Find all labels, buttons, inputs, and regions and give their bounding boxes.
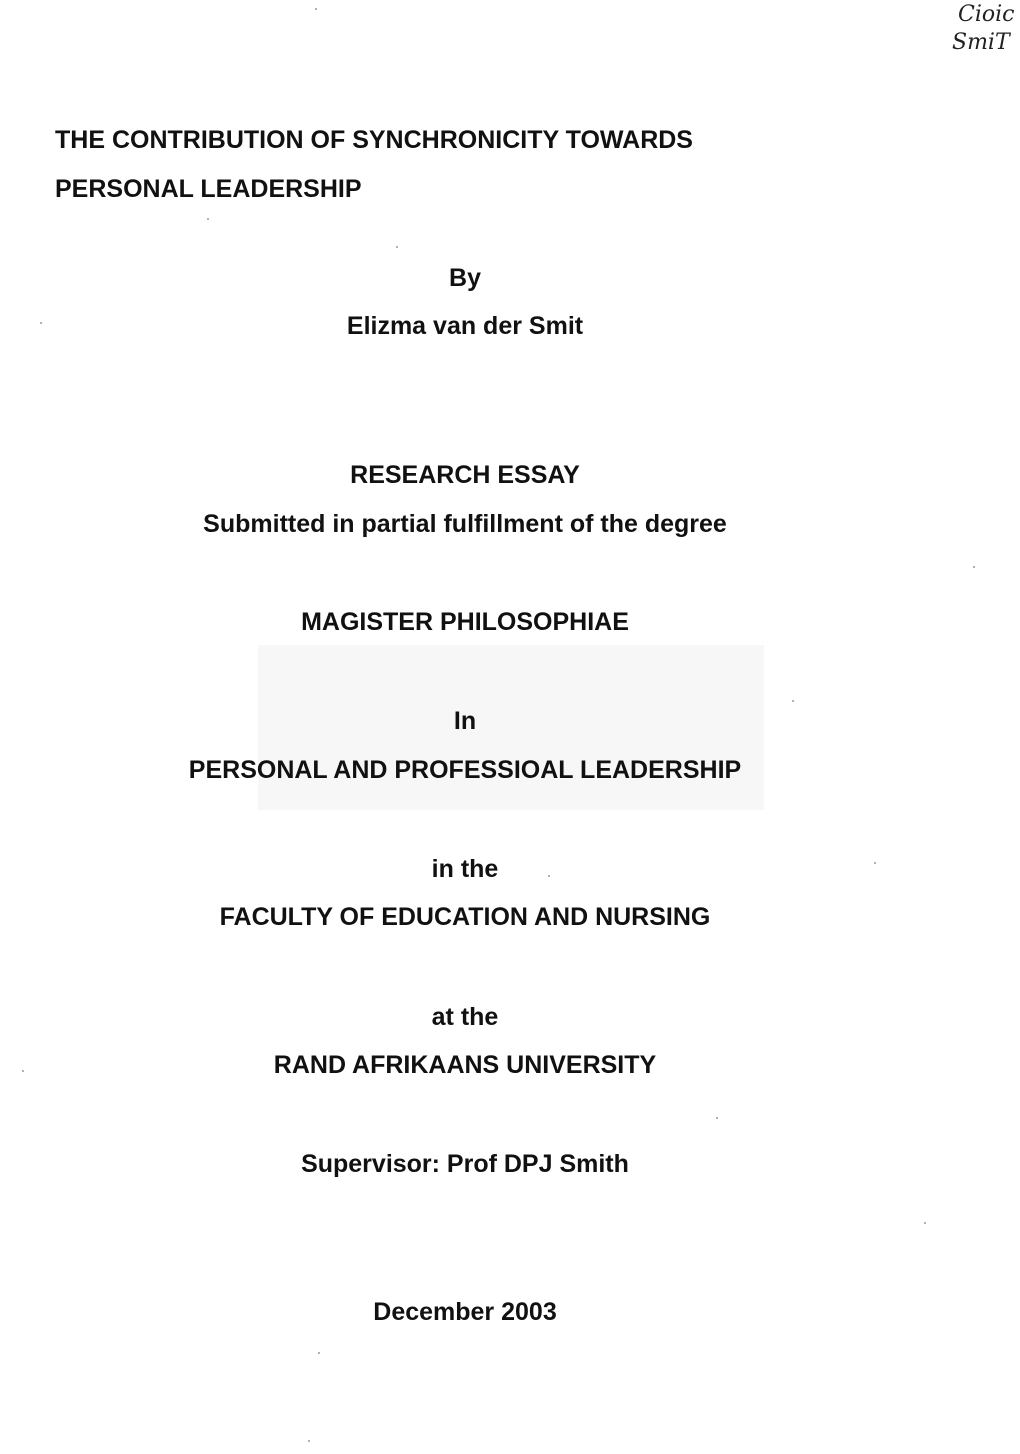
scan-speck — [207, 218, 209, 220]
handwritten-annotation-line1: Cioic — [958, 2, 1015, 27]
degree-name: MAGISTER PHILOSOPHIAE — [301, 608, 629, 636]
essay-type: RESEARCH ESSAY — [350, 461, 580, 489]
handwritten-annotation-line2: SmiT — [952, 30, 1010, 55]
university-name: RAND AFRIKAANS UNIVERSITY — [273, 1051, 657, 1079]
scan-speck — [40, 322, 42, 324]
scan-speck — [874, 862, 876, 864]
scan-speck — [792, 700, 794, 702]
submission-date: December 2003 — [373, 1298, 557, 1326]
scan-speck — [318, 1352, 320, 1354]
supervisor: Supervisor: Prof DPJ Smith — [301, 1150, 629, 1178]
scan-speck — [315, 8, 317, 10]
scan-speck — [396, 246, 398, 248]
scan-speck — [308, 1440, 310, 1442]
scan-speck — [548, 875, 550, 877]
by-label: By — [449, 264, 481, 292]
at-the-label: at the — [431, 1003, 499, 1031]
thesis-title-line2: PERSONAL LEADERSHIP — [55, 175, 362, 203]
author-name: Elizma van der Smit — [346, 312, 584, 340]
in-label: In — [453, 707, 477, 735]
degree-field: PERSONAL AND PROFESSIOAL LEADERSHIP — [188, 756, 742, 784]
scan-speck — [924, 1222, 926, 1224]
submission-statement: Submitted in partial fulfillment of the degree — [203, 510, 727, 538]
thesis-title-line1: THE CONTRIBUTION OF SYNCHRONICITY TOWARDS — [55, 126, 693, 154]
scan-speck — [22, 1070, 24, 1072]
scan-speck — [716, 1117, 718, 1119]
faculty-name: FACULTY OF EDUCATION AND NURSING — [219, 903, 711, 931]
scan-speck — [973, 566, 975, 568]
in-the-label: in the — [431, 855, 499, 883]
